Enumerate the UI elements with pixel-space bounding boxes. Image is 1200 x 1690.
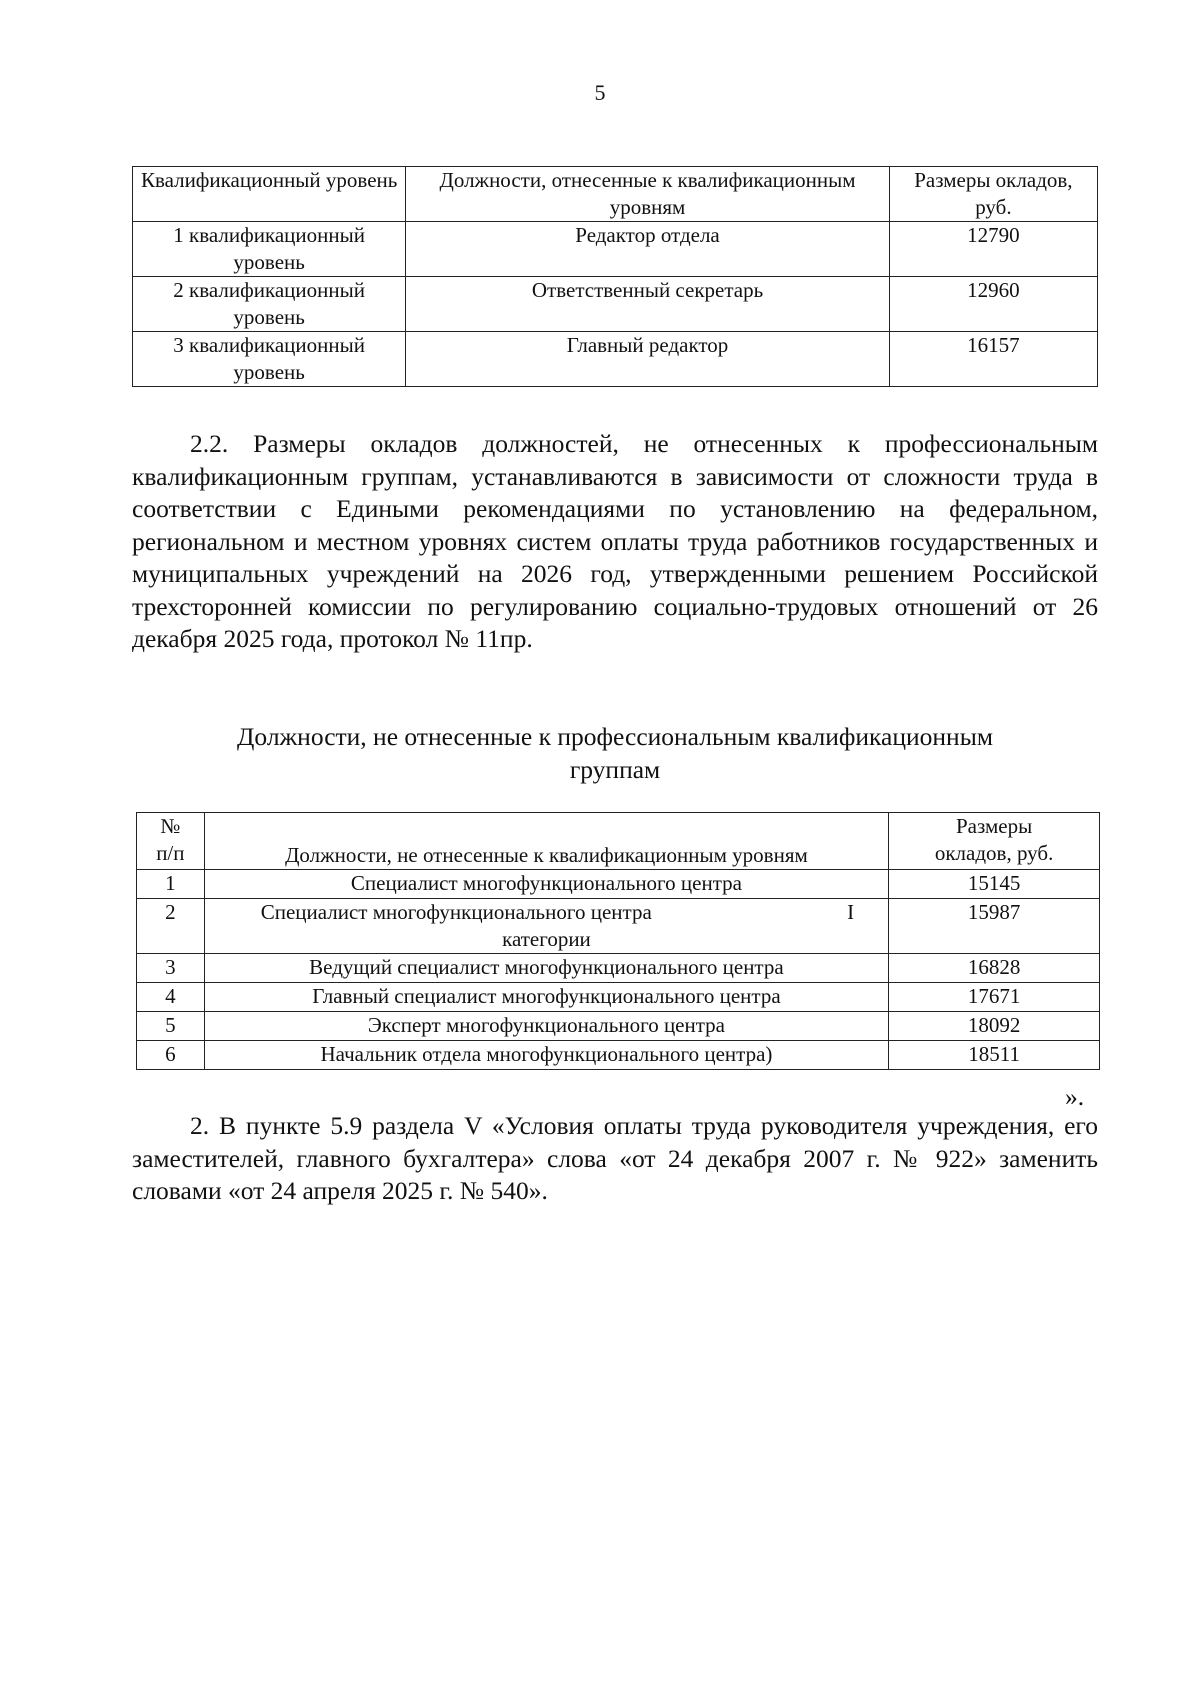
table-row — [137, 899, 1100, 954]
page-number: 5 — [594, 80, 606, 105]
header-salary-line2: окладов, руб. — [934, 841, 1054, 865]
paragraph-2: 2. В пункте 5.9 раздела V «Условия оплаты труда руководителя учреждения, его заместителей, главного бухгалтера» слова «от 24 декабря 2007 г. № 922» заменить словами «от 24 апреля 2025 г. № 540». — [132, 1111, 1098, 1205]
cell-level: 1 квалификационный уровень — [133, 222, 406, 277]
cell-salary: 15145 — [889, 870, 1100, 899]
cell-number: 6 — [137, 1041, 205, 1070]
table-row — [137, 983, 1100, 1012]
cell-salary: 16828 — [889, 954, 1100, 983]
table-row — [137, 1041, 1100, 1070]
cell-number: 5 — [137, 1012, 205, 1041]
cell-number: 1 — [137, 870, 205, 899]
cell-position: Главный специалист многофункционального центра — [204, 983, 888, 1012]
paragraph-2-2: 2.2. Размеры окладов должностей, не отнесенных к профессиональным квалификационным группам, устанавливаются в зависимости от сложности труда в соответствии с Едиными рекомендациями по установлению на федеральном, региональном и местном уровнях систем оплаты труда работников государственных и муниципальных учреждений на 2026 год, утвержденными решением Российской трехсторонней комиссии по регулированию социально-трудовых отношений от 26 декабря 2025 года, протокол № 11пр. — [132, 429, 1098, 653]
cell-salary: 18092 — [889, 1012, 1100, 1041]
cell-position: Ответственный секретарь — [406, 277, 890, 332]
table-row — [137, 870, 1100, 899]
header-level: Квалификационный уровень — [133, 167, 406, 222]
table-header-row — [133, 167, 1098, 222]
cell-number: 2 — [137, 899, 205, 954]
header-number-line2: п/п — [156, 841, 185, 865]
table-row — [133, 277, 1098, 332]
header-position: Должности, не отнесенные к квалификационным уровням — [204, 813, 888, 870]
cell-position: Главный редактор — [406, 332, 890, 387]
table-row — [133, 222, 1098, 277]
header-number-line1: № — [160, 814, 181, 838]
table-row — [137, 1012, 1100, 1041]
cell-number: 3 — [137, 954, 205, 983]
cell-salary: 12960 — [889, 277, 1097, 332]
header-salary — [889, 813, 1100, 870]
cell-position: Эксперт многофункционального центра — [204, 1012, 888, 1041]
table-row — [133, 332, 1098, 387]
cell-position-part-b: I — [847, 900, 855, 924]
qualification-levels-table — [132, 166, 1098, 387]
header-salary-line1: Размеры — [955, 814, 1033, 838]
cell-salary: 17671 — [889, 983, 1100, 1012]
heading-line-2: группам — [569, 755, 661, 784]
closing-quote: ». — [1065, 1082, 1085, 1111]
header-positions: Должности, отнесенные к квалификационным уровням — [406, 167, 890, 222]
heading-line-1: Должности, не отнесенные к профессиональным квалификационным — [237, 722, 993, 751]
cell-salary: 16157 — [889, 332, 1097, 387]
table-header-row — [137, 813, 1100, 870]
cell-position: Ведущий специалист многофункционального центра — [204, 954, 888, 983]
non-qualified-positions-table — [136, 812, 1100, 1070]
section-heading — [132, 720, 1098, 786]
cell-position: Начальник отдела многофункционального центра) — [204, 1041, 888, 1070]
cell-salary: 15987 — [889, 899, 1100, 954]
cell-number: 4 — [137, 983, 205, 1012]
cell-salary: 18511 — [889, 1041, 1100, 1070]
cell-position: Редактор отдела — [406, 222, 890, 277]
header-number — [137, 813, 205, 870]
cell-position — [204, 899, 888, 954]
cell-position: Специалист многофункционального центра — [204, 870, 888, 899]
cell-level: 3 квалификационный уровень — [133, 332, 406, 387]
cell-salary: 12790 — [889, 222, 1097, 277]
cell-level: 2 квалификационный уровень — [133, 277, 406, 332]
cell-position-part-a: Специалист многофункционального центра — [260, 900, 652, 924]
cell-position-part-c: категории — [502, 927, 591, 951]
table-row — [137, 954, 1100, 983]
header-salary: Размеры окладов, руб. — [889, 167, 1097, 222]
